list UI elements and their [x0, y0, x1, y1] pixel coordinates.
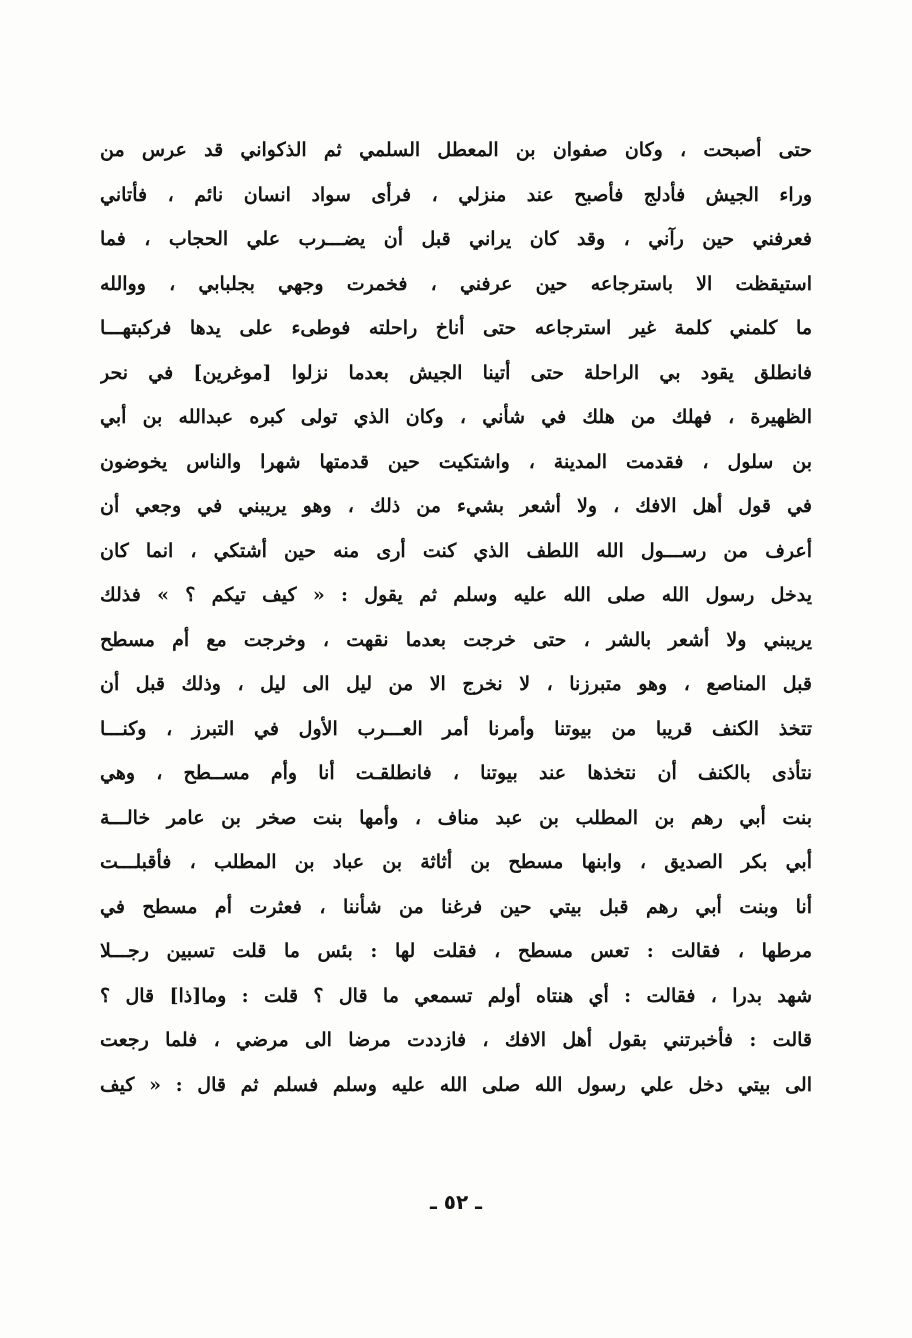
page-number: ـ ٥٢ ـ — [429, 1190, 483, 1214]
text-line: قبل المناصع ، وهو متبرزنا ، لا نخرج الا من ليل الى ليل ، وذلك قبل أن — [100, 673, 812, 695]
text-line: في قول أهل الافك ، ولا أشعر بشيء من ذلك ، وهو يريبني في وجعي أن — [100, 495, 812, 517]
text-line: فعرفني حين رآني ، وقد كان يراني قبل أن يضـــرب علي الحجاب ، فما — [100, 228, 812, 250]
text-line: حتى أصبحت ، وكان صفوان بن المعطل السلمي ثم الذكواني قد عرس من — [100, 139, 812, 161]
text-line: وراء الجيش فأدلج فأصبح عند منزلي ، فرأى سواد انسان نائم ، فأتاني — [100, 183, 812, 206]
text-line: الظهيرة ، فهلك من هلك في شأني ، وكان الذي تولى كبره عبدالله بن أبي — [100, 406, 812, 428]
text-line: فانطلق يقود بي الراحلة حتى أتينا الجيش بعدما نزلوا [موغرين] في نحر — [100, 361, 812, 384]
text-line: أبي بكر الصديق ، وابنها مسطح بن أثاثة بن عباد بن المطلب ، فأقبلـــت — [100, 851, 812, 873]
text-line: بن سلول ، فقدمت المدينة ، واشتكيت حين قدمتها شهرا والناس يخوضون — [100, 450, 812, 473]
text-line: أعرف من رســـول الله اللطف الذي كنت أرى منه حين أشتكي ، انما كان — [100, 539, 812, 562]
text-line: تتخذ الكنف قريبا من بيوتنا وأمرنا أمر العـــرب الأول في التبرز ، وكنـــا — [100, 717, 812, 740]
text-line: ما كلمني كلمة غير استرجاعه حتى أناخ راحلته فوطىء على يدها فركبتهـــا — [100, 317, 812, 339]
body-text — [100, 128, 812, 1107]
text-line: استيقظت الا باسترجاعه حين عرفني ، فخمرت وجهي بجلبابي ، ووالله — [100, 272, 812, 295]
text-line: يدخل رسول الله صلى الله عليه وسلم ثم يقول : « كيف تيكم ؟ » فذلك — [100, 584, 812, 606]
text-line: الى بيتي دخل علي رسول الله صلى الله عليه وسلم فسلم ثم قال : « كيف — [100, 1073, 812, 1096]
text-line: شهد بدرا ، فقالت : أي هنتاه أولم تسمعي ما قال ؟ قلت : وما[ذا] قال ؟ — [100, 984, 812, 1007]
text-line: أنا وبنت أبي رهم قبل بيتي حين فرغنا من شأننا ، فعثرت أم مسطح في — [100, 895, 812, 918]
text-line: قالت : فأخبرتني بقول أهل الافك ، فازددت مرضا الى مرضي ، فلما رجعت — [100, 1029, 812, 1051]
text-line: يريبني ولا أشعر بالشر ، حتى خرجت بعدما نقهت ، وخرجت مع أم مسطح — [100, 628, 812, 651]
text-line: مرطها ، فقالت : تعس مسطح ، فقلت لها : بئس ما قلت تسبين رجـــلا — [100, 940, 812, 962]
text-line: بنت أبي رهم بن المطلب بن عبد مناف ، وأمها بنت صخر بن عامر خالـــة — [100, 806, 812, 829]
text-line: نتأذى بالكنف أن نتخذها عند بيوتنا ، فانطلقـت أنا وأم مســطح ، وهي — [100, 762, 812, 784]
